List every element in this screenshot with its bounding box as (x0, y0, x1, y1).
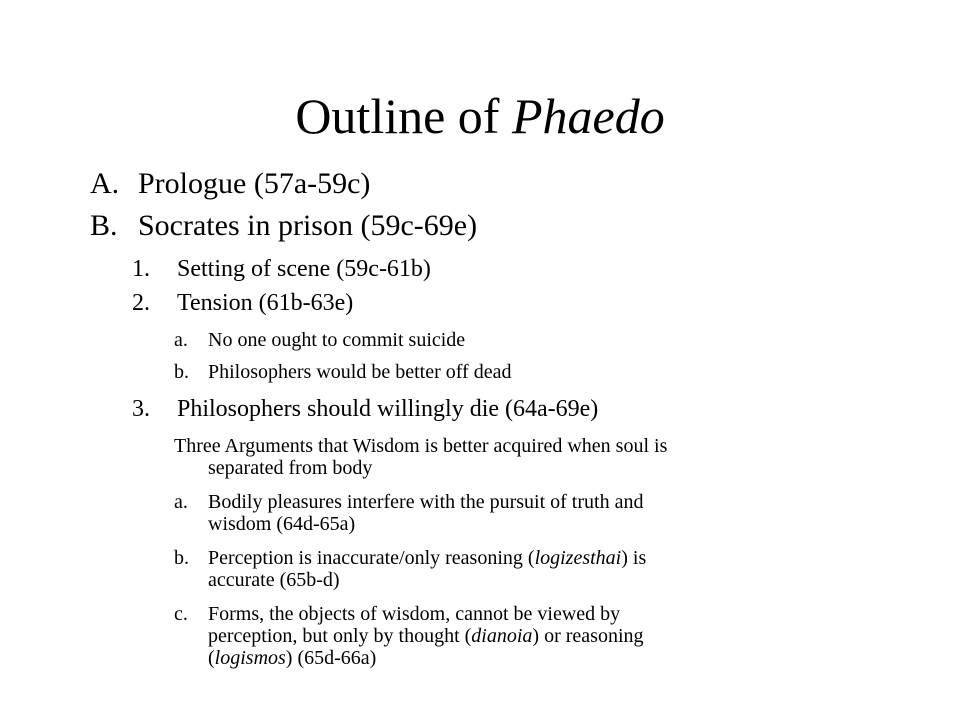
italic-term: logismos (214, 647, 286, 669)
list-item-marker: b. (174, 361, 189, 383)
argument-marker: b. (174, 547, 189, 569)
text-span: Perception is inaccurate/only reasoning ( (208, 547, 535, 569)
text-span: ) (65d-66a) (285, 647, 377, 669)
section-marker: B. (90, 209, 118, 242)
italic-term: dianoia (471, 625, 533, 647)
intro-line: Three Arguments that Wisdom is better acquired when soul is (174, 435, 668, 457)
argument-text: wisdom (64d-65a) (208, 513, 356, 535)
argument-text: Bodily pleasures interfere with the pursuit of truth and (208, 491, 644, 513)
argument-marker: a. (174, 491, 188, 513)
subsection-marker: 3. (132, 396, 150, 422)
argument-text (208, 546, 646, 570)
text-span: ( (208, 647, 215, 669)
list-item-text: No one ought to commit suicide (208, 329, 466, 351)
section-text: Prologue (57a-59c) (138, 167, 371, 200)
subsection-text: Setting of scene (59c-61b) (177, 256, 431, 282)
section-marker: A. (90, 167, 120, 200)
subsection-marker: 2. (132, 290, 150, 316)
list-item-text: Philosophers would be better off dead (208, 361, 512, 383)
subsection-text: Philosophers should willingly die (64a-69e) (177, 396, 599, 422)
title-italic-text: Phaedo (511, 88, 665, 144)
argument-text: accurate (65b-d) (208, 569, 340, 591)
intro-line: separated from body (208, 457, 373, 479)
text-span: perception, but only by thought ( (208, 625, 472, 647)
section-text: Socrates in prison (59c-69e) (138, 209, 478, 242)
title-text: Outline of (295, 88, 512, 144)
subsection-text: Tension (61b-63e) (177, 290, 354, 316)
argument-text: Forms, the objects of wisdom, cannot be viewed by (208, 603, 621, 625)
slide-title (0, 86, 960, 146)
argument-text (208, 624, 644, 648)
italic-term: logizesthai (534, 547, 622, 569)
argument-text (208, 646, 376, 670)
subsection-marker: 1. (132, 256, 150, 282)
text-span: ) or reasoning (532, 625, 644, 647)
text-span: ) is (621, 547, 647, 569)
list-item-marker: a. (174, 329, 188, 351)
argument-marker: c. (174, 603, 188, 625)
